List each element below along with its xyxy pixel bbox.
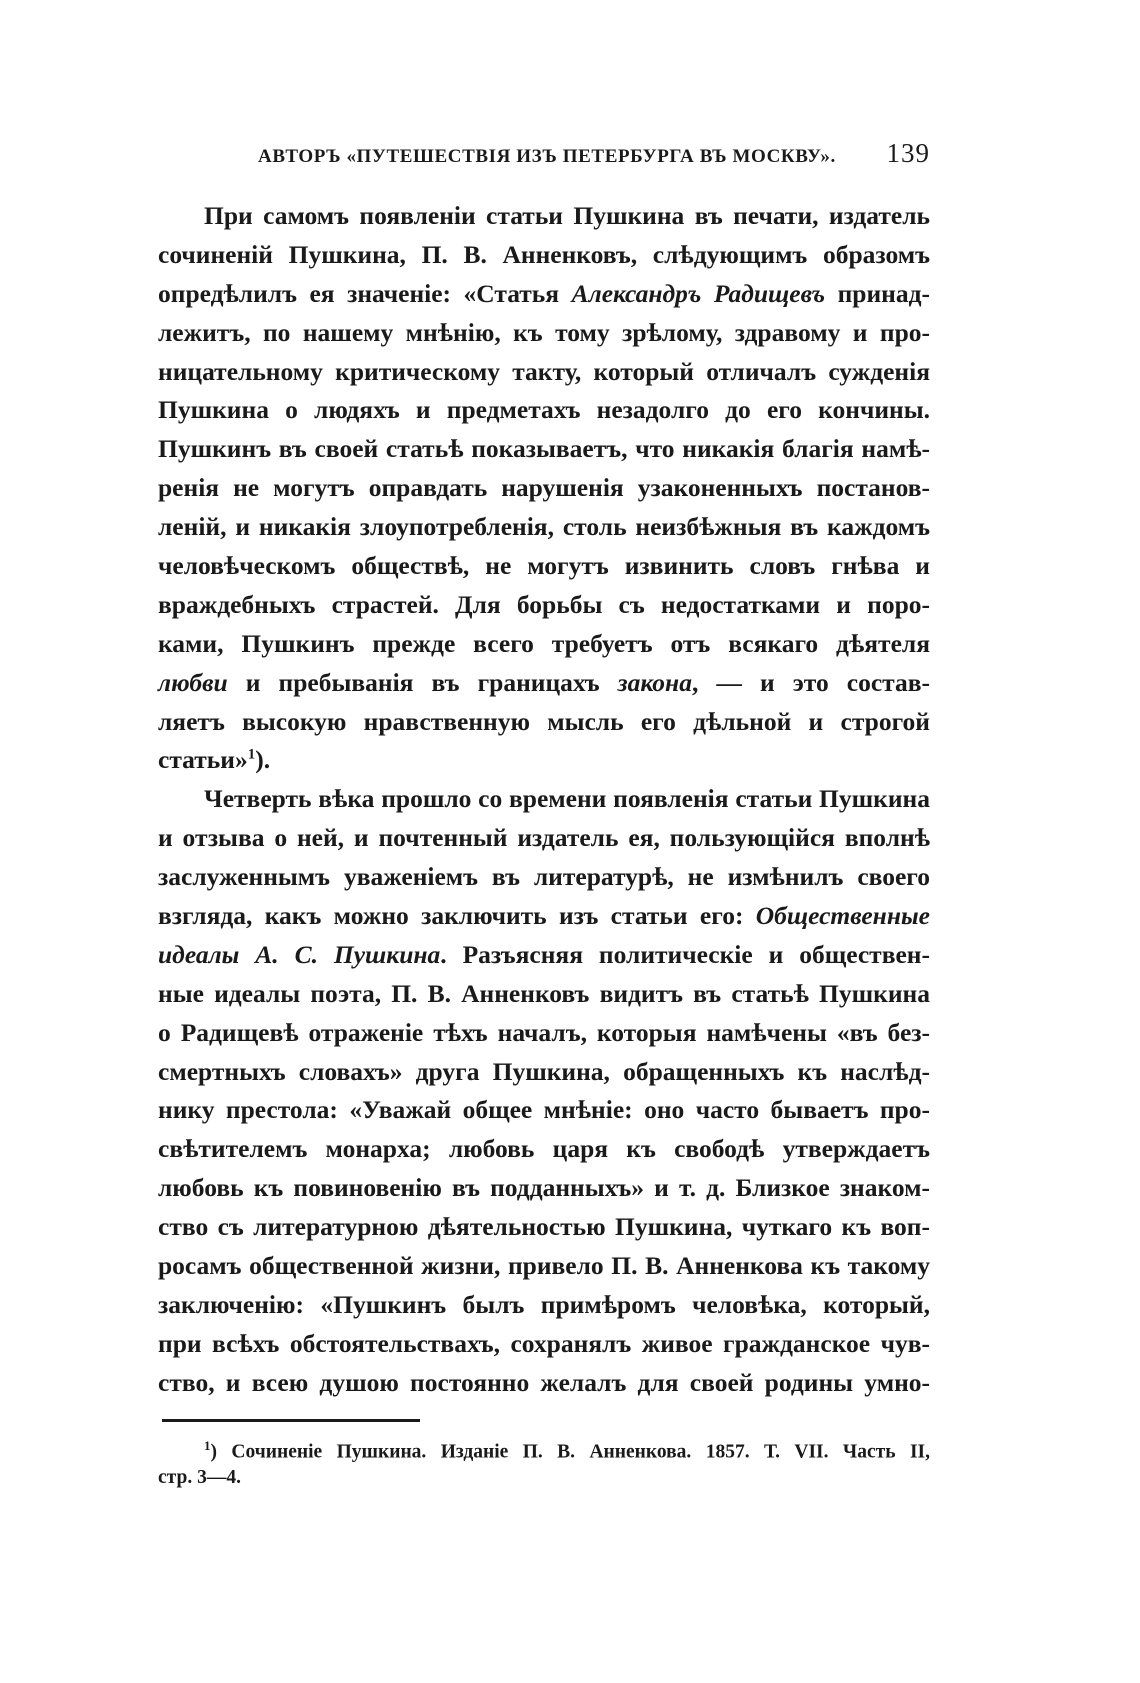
text-line: ренія не могутъ оправдать нарушенія узаконенныхъ постанов- [158,473,930,503]
footnote-line: $^1$) Сочиненіе Пушкина. Изданіе П. В. Анненкова. 1857. Т. VII. Часть II, [204,1438,930,1463]
footnote-divider [162,1419,420,1422]
text-line: опредѣлилъ ея значеніе: «Статья Александръ Радищевъ принад- [158,278,930,308]
running-title: АВТОРЪ «ПУТЕШЕСТВІЯ ИЗЪ ПЕТЕРБУРГА ВЪ МОСКВУ». [258,146,836,167]
text-line: росамъ общественной жизни, привело П. В. Анненкова къ такому [158,1251,930,1281]
text-line: взгляда, какъ можно заключить изъ статьи его: Общественные [158,901,930,931]
italic-word: закона [617,667,692,697]
text-line: леній, и никакія злоупотребленія, столь неизбѣжныя въ каждомъ [158,512,930,542]
italic-title: идеалы А. С. Пушкина [158,939,441,969]
text-line: о Радищевѣ отраженіе тѣхъ началъ, которыя намѣчены «въ без- [158,1017,930,1047]
text-line: Четверть вѣка прошло со времени появленія статьи Пушкина [204,784,930,814]
text-line: При самомъ появленіи статьи Пушкина въ печати, издатель [204,201,930,230]
text-line: ство съ литературною дѣятельностью Пушкина, чуткаго къ воп- [158,1212,930,1242]
text-line: заслуженнымъ уваженіемъ въ литературѣ, не измѣнилъ своего [158,862,930,892]
text-line: Пушкинъ въ своей статьѣ показываетъ, что никакія благія намѣ- [158,434,930,464]
text-line: свѣтителемъ монарха; любовь царя къ свободѣ утверждаетъ [158,1134,930,1164]
text-line: и отзыва о ней, и почтенный издатель ея, пользующійся вполнѣ [158,823,930,853]
text-line: человѣческомъ обществѣ, не могутъ извинить словъ гнѣва и [158,551,930,581]
text-line: лежитъ, по нашему мнѣнію, къ тому зрѣлому, здравому и про- [158,317,930,347]
text-line: враждебныхъ страстей. Для борьбы съ недостатками и поро- [158,589,930,619]
italic-title: Общественные [755,901,930,931]
text-line: ство, и всею душою постоянно желалъ для своей родины умно- [158,1367,930,1397]
text-line: нику престола: «Уважай общее мнѣніе: оно часто бываетъ про- [158,1095,930,1125]
italic-title: Александръ Радищевъ [571,278,826,308]
text-line: ные идеалы поэта, П. В. Анненковъ видитъ въ статьѣ Пушкина [158,978,930,1008]
page-number: 139 [886,138,930,168]
text-line: Пушкина о людяхъ и предметахъ незадолго до его кончины. [158,395,930,425]
text-line: ницательному критическому такту, который отличалъ сужденія [158,356,930,386]
footnote-marker: 1 [204,1438,211,1453]
text-line: ками, Пушкинъ прежде всего требуетъ отъ всякаго дѣятеля [158,628,930,658]
text-line: смертныхъ словахъ» друга Пушкина, обращенныхъ къ наслѣд- [158,1056,930,1086]
text-line: идеалы А. С. Пушкина. Разъясняя политическіе и обществен- [158,939,930,969]
text-line: любовь къ повиновенію въ подданныхъ» и т. д. Близкое знаком- [158,1173,930,1203]
text-line: любви и пребыванія въ границахъ закона, — и это состав- [158,667,931,697]
italic-word: любви [158,667,228,697]
text-line: ляетъ высокую нравственную мысль его дѣльной и строгой [158,706,930,736]
footnote-marker: 1 [247,746,256,763]
running-head [258,138,930,178]
text-line: при всѣхъ обстоятельствахъ, сохранялъ живое гражданское чув- [158,1328,930,1358]
text-line: статьи»$^1$). [158,745,271,775]
footnote-line: стр. 3—4. [158,1467,241,1488]
text-line: заключенію: «Пушкинъ былъ примѣромъ человѣка, который, [158,1289,930,1319]
body-text [158,197,930,1403]
text-line: сочиненій Пушкина, П. В. Анненковъ, слѣдующимъ образомъ [158,239,930,269]
footnote [158,1430,930,1494]
